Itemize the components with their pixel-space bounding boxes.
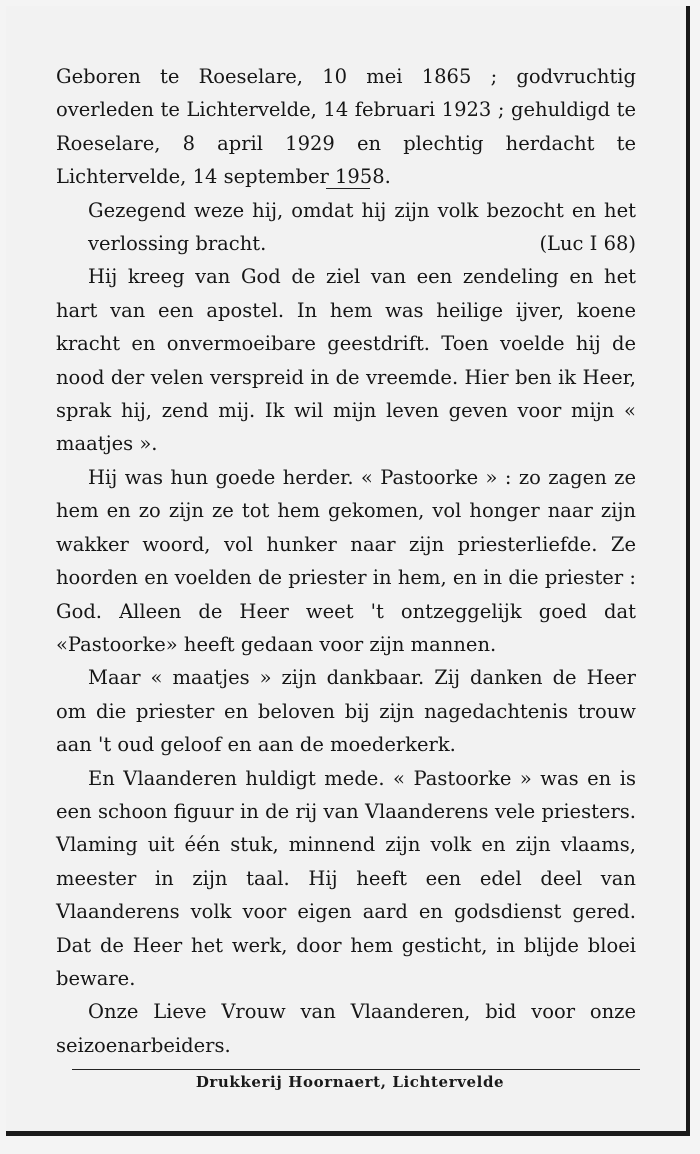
paragraph-prayer: Onze Lieve Vrouw van Vlaanderen, bid voor onze seizoenarbeiders.: [56, 1000, 636, 1057]
printer-credit: Drukkerij Hoornaert, Lichtervelde: [195, 1073, 505, 1091]
footer-divider: [72, 1069, 640, 1070]
memorial-text: [56, 60, 636, 1062]
decorative-rule: [326, 188, 370, 189]
paragraph-flanders: En Vlaanderen huldigt mede. « Pastoorke » was en is een schoon figuur in de rij van Vlaanderens vele priesters. Vlaming uit één stuk, minnend zijn volk en zijn vlaams, meester in zijn taal. Hij heeft een edel deel van Vlaanderens volk voor eigen aard en godsdienst gered. Dat de Heer het werk, door hem gesticht, in blijde bloei beware.: [56, 766, 636, 990]
paragraph-shepherd: Hij was hun goede herder. « Pastoorke » : zo zagen ze hem en zo zijn ze tot hem gekomen, vol honger naar zijn wakker woord, vol hunker naar zijn priesterliefde. Ze hoorden en voelden de priester in hem, en in die priester : God. Alleen de Heer weet 't ontzeggelijk goed dat «Pastoorke» heeft gedaan voor zijn mannen.: [56, 465, 636, 656]
paragraph-mission: Hij kreeg van God de ziel van een zendeling en het hart van een apostel. In hem was heilige ijver, koene kracht en onvermoeibare geestdrift. Toen voelde hij de nood der velen verspreid in de vreemde. Hier ben ik Heer, sprak hij, zend mij. Ik wil mijn leven geven voor mijn « maatjes ».: [56, 265, 636, 456]
verse-reference: (Luc I 68): [539, 232, 636, 256]
intro-paragraph: Geboren te Roeselare, 10 mei 1865 ; godvruchtig overleden te Lichtervelde, 14 februari 1923 ; gehuldigd te Roeselare, 8 april 1929 en plechtig herdacht te Lichtervelde, 14 september 1958.: [56, 65, 636, 189]
bible-verse: [56, 194, 636, 261]
verse-text: Gezegend weze hij, omdat hij zijn volk bezocht en het verlossing bracht. (Luc I 68): [56, 194, 636, 261]
paragraph-gratitude: Maar « maatjes » zijn dankbaar. Zij danken de Heer om die priester en beloven bij zijn nagedachtenis trouw aan 't oud geloof en aan de moederkerk.: [56, 666, 636, 757]
